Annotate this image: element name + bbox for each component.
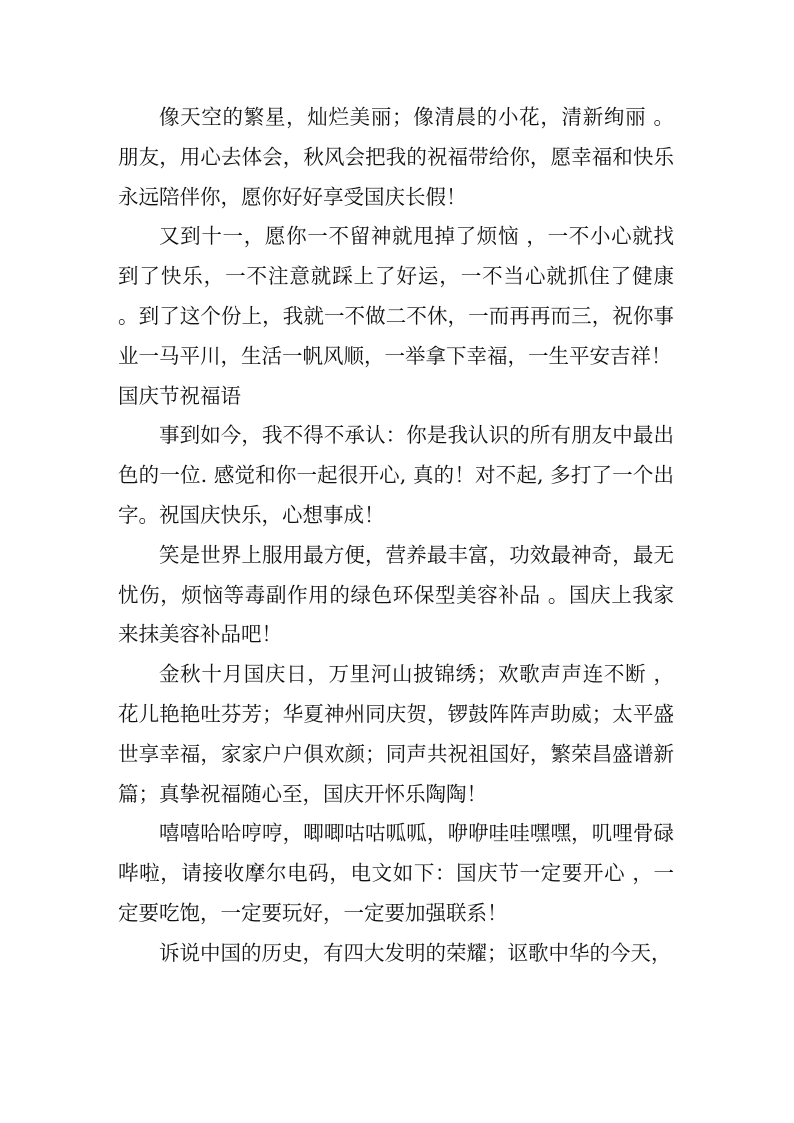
document-body	[118, 98, 674, 974]
paragraph-3: 事到如今，我不得不承认：你是我认识的所有朋友中最出色的一位. 感觉和你一起很开心, 真的！对不起, 多打了一个出字。祝国庆快乐，心想事成！	[118, 423, 674, 527]
paragraph-2: 又到十一，愿你一不留神就甩掉了烦恼 ，一不小心就找到了快乐，一不注意就踩上了好运，一不当心就抓住了健康 。到了这个份上，我就一不做二不休，一而再再而三，祝你事业一马平川，生活一帆风顺，一举拿下幸福，一生平安吉祥！	[118, 224, 674, 368]
paragraph-1: 像天空的繁星，灿烂美丽；像清晨的小花，清新绚丽 。朋友，用心去体会，秋风会把我的祝福带给你，愿幸福和快乐永远陪伴你，愿你好好享受国庆长假！	[118, 105, 674, 209]
paragraph-4: 笑是世界上服用最方便，营养最丰富，功效最神奇，最无忧伤，烦恼等毒副作用的绿色环保型美容补品 。国庆上我家来抹美容补品吧！	[118, 542, 674, 647]
paragraph-5: 金秋十月国庆日，万里河山披锦绣；欢歌声声连不断 ，花儿艳艳吐芬芳；华夏神州同庆贺，锣鼓阵阵声助威；太平盛世享幸福，家家户户俱欢颜；同声共祝祖国好，繁荣昌盛谱新篇；真挚祝福随心至，国庆开怀乐陶陶！	[118, 662, 674, 806]
paragraph-7: 诉说中国的历史，有四大发明的荣耀；讴歌中华的今天，	[159, 940, 672, 965]
section-heading: 国庆节祝福语	[118, 383, 241, 408]
paragraph-6: 嘻嘻哈哈哼哼，唧唧咕咕呱呱，咿咿哇哇嘿嘿，叽哩骨碌哔啦，请接收摩尔电码，电文如下：国庆节一定要开心 ，一定要吃饱，一定要玩好，一定要加强联系！	[118, 821, 674, 925]
